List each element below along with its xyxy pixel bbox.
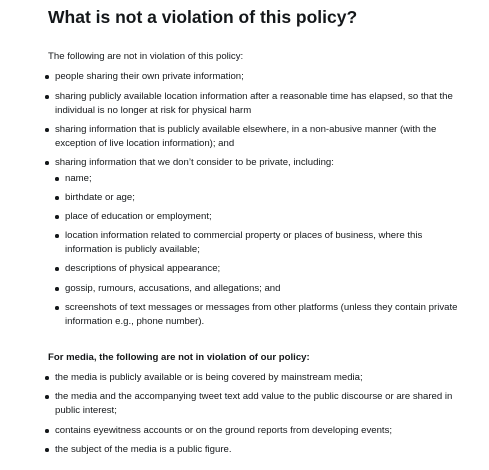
bullet-icon	[45, 75, 49, 79]
bullet-icon	[45, 429, 49, 433]
bullet-icon	[45, 128, 49, 132]
media-list-item-text: the subject of the media is a public figure.	[55, 444, 232, 455]
list-item	[55, 90, 465, 117]
sub-list-item-text: location information related to commercial property or places of business, where this information is publicly available;	[65, 230, 423, 255]
sub-list-item-text: descriptions of physical appearance;	[65, 263, 221, 274]
bullet-icon	[55, 306, 59, 310]
intro-text: The following are not in violation of this policy:	[48, 51, 244, 62]
sub-list-item-text: place of education or employment;	[65, 211, 212, 222]
bullet-icon	[45, 448, 49, 452]
bullet-icon	[45, 376, 49, 380]
media-list-item	[55, 371, 465, 385]
sub-list-item	[65, 262, 465, 276]
bullet-icon	[55, 215, 59, 219]
list-item	[55, 123, 465, 150]
list-item-text: sharing information that is publicly available elsewhere, in a non-abusive manner (with the exception of live location information); and	[55, 124, 437, 149]
bullet-icon	[55, 267, 59, 271]
list-item-text: sharing information that we don’t consider to be private, including:	[55, 157, 334, 168]
media-list-item	[55, 424, 465, 438]
sub-list-item	[65, 282, 465, 296]
sub-list-item-text: screenshots of text messages or messages from other platforms (unless they contain private information e.g., phone number).	[65, 302, 458, 327]
list-item-text: sharing publicly available location information after a reasonable time has elapsed, so that the individual is no longer at risk for physical harm	[55, 91, 453, 116]
bullet-icon	[45, 161, 49, 165]
bullet-icon	[55, 234, 59, 238]
media-list-item-text: the media is publicly available or is being covered by mainstream media;	[55, 372, 363, 383]
sub-list-item	[65, 301, 465, 328]
list-item-text: people sharing their own private information;	[55, 71, 244, 82]
media-list-item-text: the media and the accompanying tweet text add value to the public discourse or are shared in public interest;	[55, 391, 453, 416]
sub-list-item-text: name;	[65, 173, 92, 184]
sub-list-item-text: gossip, rumours, accusations, and allegations; and	[65, 283, 281, 294]
media-list-item	[55, 390, 465, 417]
sub-list-item	[65, 172, 465, 186]
page-title: What is not a violation of this policy?	[48, 7, 358, 27]
sub-list-item	[65, 229, 465, 256]
list-item	[55, 156, 465, 170]
sub-list-item	[65, 191, 465, 205]
bullet-icon	[45, 395, 49, 399]
bullet-icon	[55, 287, 59, 291]
bullet-icon	[45, 95, 49, 99]
list-item	[55, 70, 465, 84]
bullet-icon	[55, 177, 59, 181]
bullet-icon	[55, 196, 59, 200]
media-list-item-text: contains eyewitness accounts or on the ground reports from developing events;	[55, 425, 393, 436]
media-list-item	[55, 443, 465, 457]
sub-list-item-text: birthdate or age;	[65, 192, 135, 203]
media-section-heading: For media, the following are not in violation of our policy:	[48, 352, 310, 363]
sub-list-item	[65, 210, 465, 224]
